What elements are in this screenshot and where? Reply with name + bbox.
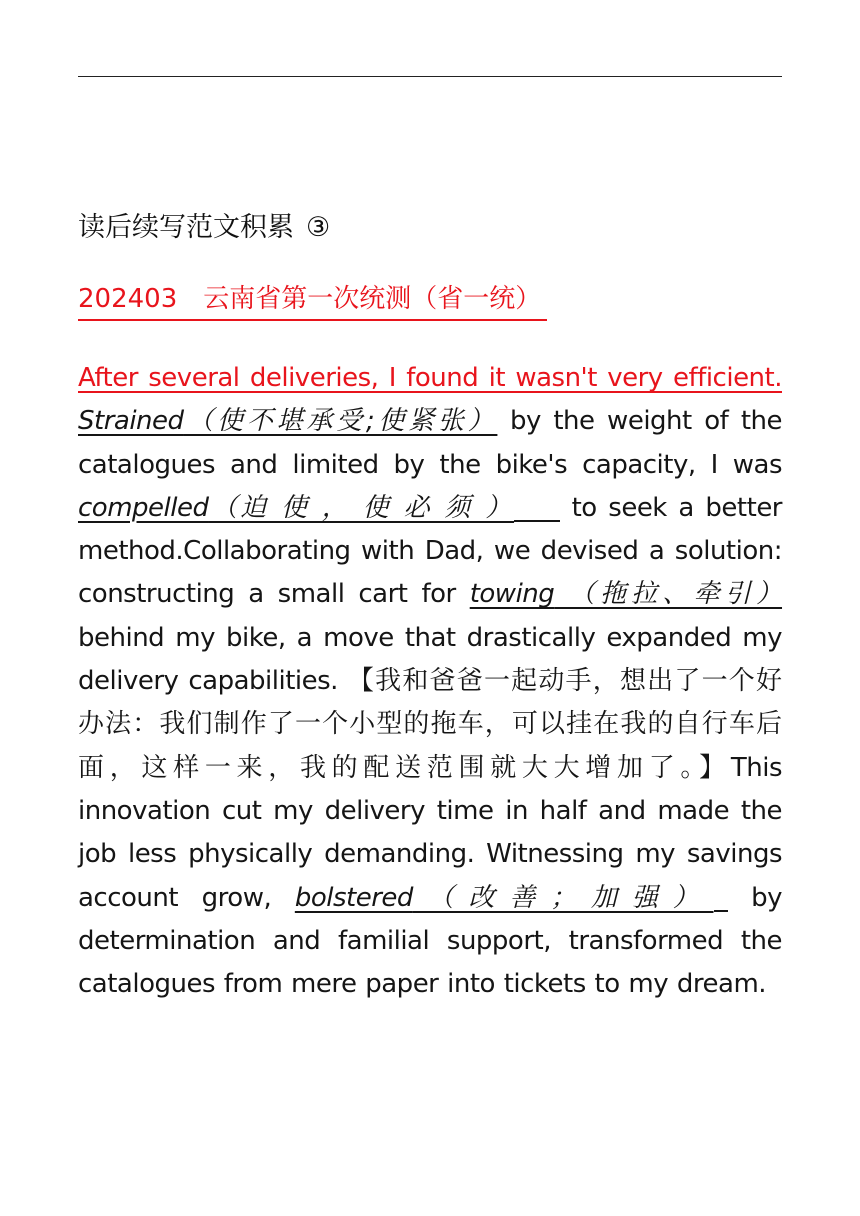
passage-text: to seek a better method.Collaborating with Dad, we devised a solution: constructing a small cart for xyxy=(78,492,782,610)
vocab-towing xyxy=(470,579,782,609)
opening-sentence: After several deliveries, I found it wasn't very efficient. xyxy=(78,363,782,393)
passage-text: by the weight of the catalogues and limited by the bike's capacity, I was xyxy=(78,406,782,480)
vocab-strained xyxy=(78,406,497,436)
vocab-gloss: （改善；加强） xyxy=(412,882,714,913)
heading-title: 读后续写范文积累 xyxy=(78,212,294,243)
exam-code: 202403 xyxy=(78,284,178,314)
vocab-term: towing xyxy=(469,579,555,610)
vocab-term: Strained xyxy=(78,406,184,437)
vocab-gloss: （迫 使 ， 使 必 须 ） xyxy=(208,492,515,523)
vocab-bolstered xyxy=(295,883,714,913)
passage-body xyxy=(78,357,782,1006)
header-rule xyxy=(78,76,782,77)
passage-text: by determination and familial support, transformed the catalogues from mere paper into tickets to my dream. xyxy=(78,882,782,1000)
chinese-translation: 【我和爸爸一起动手，想出了一个好办法：我们制作了一个小型的拖车，可以挂在我的自行车后面，这样一来，我的配送范围就大大增加了。】 xyxy=(78,666,782,783)
vocab-term: bolstered xyxy=(294,882,413,913)
passage-text: behind my bike, a move that drastically expanded my delivery capabilities. xyxy=(78,622,782,697)
fill-blank xyxy=(714,909,728,912)
vocab-gloss: （使不堪承受;使紧张） xyxy=(183,406,498,437)
vocab-term: compelled xyxy=(78,492,209,523)
heading-number-mark: ③ xyxy=(306,212,331,243)
vocab-gloss: （拖拉、牵引） xyxy=(554,579,783,610)
exam-title: 云南省第一次统测（省一统） xyxy=(203,284,542,314)
section-heading xyxy=(78,208,330,248)
passage-text: This innovation cut my delivery time in half and made the job less physically demanding. Witnessing my savings account grow, xyxy=(78,752,782,913)
exam-subtitle xyxy=(78,279,547,321)
vocab-compelled xyxy=(78,493,514,523)
fill-blank xyxy=(514,519,560,522)
